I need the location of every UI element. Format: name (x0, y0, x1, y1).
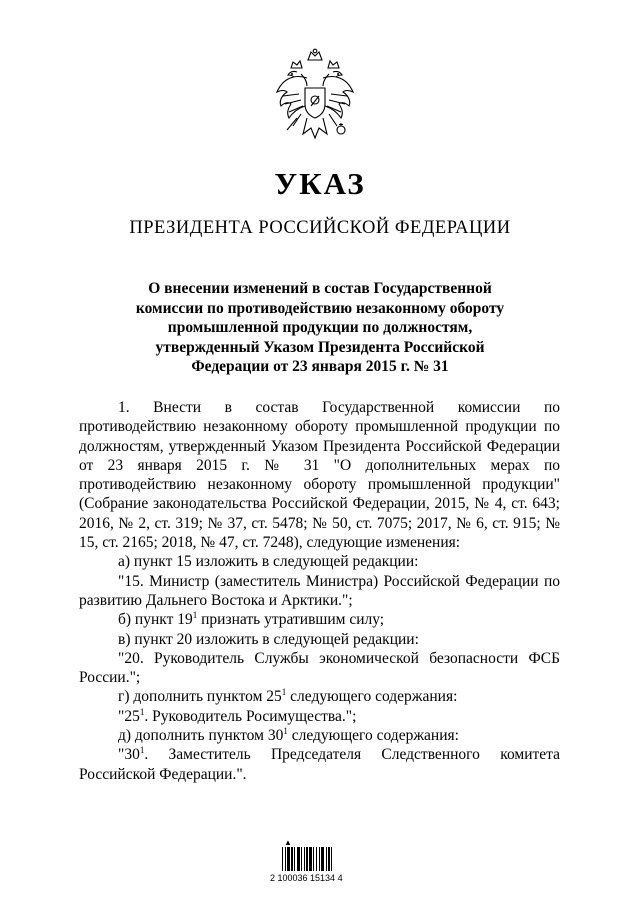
barcode-bar (306, 847, 308, 871)
barcode-bar (285, 847, 286, 871)
barcode-bar (328, 847, 330, 871)
item-g (79, 687, 560, 706)
heading-line: Федерации от 23 января 2015 г. № 31 (191, 358, 449, 376)
barcode-bar (282, 847, 283, 871)
superscript: 1 (283, 726, 288, 737)
document-subtitle: ПРЕЗИДЕНТА РОССИЙСКОЙ ФЕДЕРАЦИИ (129, 218, 511, 238)
item-g-post: следующего содержания: (286, 688, 458, 706)
item-d-text-post: . Заместитель Председателя Следственного комитета Российской Федерации.". (79, 746, 560, 783)
decree-body (79, 398, 560, 784)
barcode-bar (291, 847, 293, 871)
heading-line: комиссии по противодействию незаконному обороту (135, 299, 505, 317)
item-g-text-pre: "25 (118, 707, 140, 725)
barcode-bar (326, 847, 327, 871)
superscript: 1 (139, 745, 145, 756)
barcode-bar (304, 847, 305, 871)
item-b (79, 610, 560, 629)
item-g-pre: г) дополнить пунктом 25 (118, 688, 282, 706)
item-v-text: "20. Руководитель Службы экономической безопасности ФСБ России."; (79, 649, 560, 687)
coat-of-arms-emblem (271, 48, 359, 146)
item-a: а) пункт 15 изложить в следующей редакции: (118, 553, 419, 571)
barcode-bar (301, 847, 302, 871)
decree-heading (100, 279, 540, 377)
barcode-bar (297, 847, 300, 871)
heading-line: промышленной продукции по должностям, (167, 319, 473, 337)
paragraph-intro: 1. Внести в состав Государственной комиссии по противодействию незаконному обороту промышленной продукции по должностям, утвержденный Указом Президента Российской Федерации от 23 января 2015 г. № 31 "О дополнительных мерах по противодействию незаконному обороту промышленной продукции" (Собрание законодательства Российской Федерации, 2015, № 4, ст. 643; 2016, № 2, ст. 319; № 37, ст. 5478; № 50, ст. 7075; 2017, № 6, ст. 915; № 15, ст. 2165; 2018, № 47, ст. 7248), следующие изменения: (79, 399, 560, 552)
document-title: УКАЗ (274, 166, 366, 201)
heading-line: О внесении изменений в состав Государственной (148, 280, 492, 297)
barcode-bar (316, 847, 317, 871)
barcode-bar (313, 847, 314, 871)
item-d-text-pre: "30 (118, 746, 140, 764)
barcode-bar (309, 847, 312, 871)
item-b-pre: б) пункт 19 (118, 611, 193, 629)
barcode-bar (294, 847, 295, 871)
item-d-pre: д) дополнить пунктом 30 (118, 727, 284, 745)
item-g-text (79, 707, 560, 726)
barcode-bar (287, 847, 290, 871)
superscript: 1 (192, 610, 198, 621)
barcode-bar (319, 847, 320, 871)
item-d (79, 726, 560, 745)
barcode-bar (321, 847, 324, 871)
superscript: 1 (281, 687, 287, 698)
barcode-block (270, 838, 370, 888)
item-g-text-post: . Руководитель Росимущества."; (144, 707, 357, 725)
barcode (282, 847, 352, 871)
item-d-text (79, 745, 560, 784)
item-d-post: следующего содержания: (287, 727, 459, 745)
item-b-post: признать утратившим силу; (197, 611, 385, 629)
heading-line: утвержденный Указом Президента Российской (155, 338, 485, 356)
publisher-logo-icon: ▲ (284, 838, 292, 847)
item-a-text: "15. Министр (заместитель Министра) Российской Федерации по развитию Дальнего Востока и Арктики."; (79, 572, 560, 609)
barcode-number: 2 100036 15134 4 (270, 873, 343, 883)
item-v: в) пункт 20 изложить в следующей редакции: (118, 630, 419, 648)
superscript: 1 (139, 706, 145, 717)
barcode-bar (331, 847, 332, 871)
